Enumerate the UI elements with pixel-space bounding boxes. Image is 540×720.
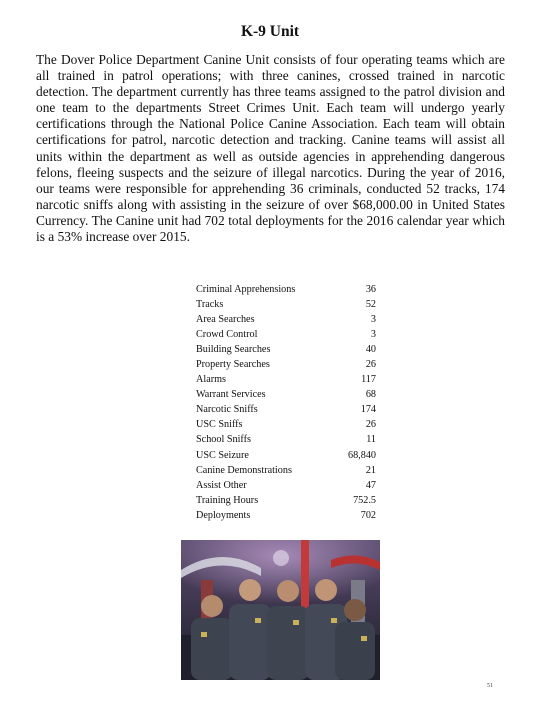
stat-row — [196, 493, 376, 508]
stat-label: Tracks — [196, 299, 224, 311]
stat-value: 36 — [365, 284, 376, 295]
stat-row — [196, 327, 376, 342]
page-number: 51 — [487, 683, 493, 689]
stat-value: 11 — [366, 434, 376, 446]
stats-table — [196, 282, 376, 523]
stat-value: 52 — [365, 299, 376, 311]
stat-value: 26 — [365, 419, 376, 431]
stat-label: Narcotic Sniffs — [196, 404, 258, 416]
team-photo — [181, 540, 380, 680]
stat-label: USC Seizure — [196, 449, 249, 461]
stat-row — [196, 387, 376, 402]
stat-row — [196, 357, 376, 372]
stat-value: 21 — [365, 464, 376, 476]
stat-value: 68,840 — [347, 449, 376, 461]
stat-value: 68 — [365, 389, 376, 401]
stat-label: Area Searches — [196, 314, 255, 326]
stat-row — [196, 372, 376, 387]
stat-value: 117 — [361, 374, 376, 386]
stat-row — [196, 282, 376, 297]
stat-row — [196, 508, 376, 523]
stat-label: Building Searches — [196, 344, 271, 356]
stat-label: Training Hours — [196, 494, 259, 506]
team-photo-illustration — [181, 540, 380, 680]
stat-row — [196, 448, 376, 463]
stat-value: 3 — [370, 314, 376, 326]
stat-row — [196, 432, 376, 447]
stat-label: Crowd Control — [196, 329, 258, 341]
stat-row — [196, 417, 376, 432]
page-title: K-9 Unit — [240, 23, 300, 40]
stat-value: 3 — [370, 329, 376, 341]
stat-value: 752.5 — [353, 494, 376, 506]
stat-label: Canine Demonstrations — [196, 464, 292, 476]
stat-value: 47 — [365, 479, 376, 491]
stat-label: School Sniffs — [196, 434, 252, 446]
stat-label: Alarms — [196, 374, 226, 386]
stat-value: 26 — [365, 359, 376, 371]
stat-value: 702 — [360, 509, 376, 521]
body-paragraph: The Dover Police Department Canine Unit consists of four operating teams which are all trained in patrol operations; with three canines, crossed trained in narcotic detection. The department currently has three teams assigned to the patrol division and one team to the departments Street Crimes Unit. Each team will undergo yearly certifications through the National Police Canine Association. Each team will obtain certifications for patrol, narcotic detection and tracking. Canine teams will assist all units within the department as well as outside agencies in apprehending dangerous felons, fleeing suspects and the seizure of illegal narcotics. During the year of 2016, our teams were responsible for apprehending 36 criminals, conducted 52 tracks, 174 narcotic sniffs along with assisting in the seizure of over $68,000.00 in United States Currency. The Canine unit had 702 total deployments for the 2016 calendar year which is a 53% increase over 2015. — [36, 52, 505, 245]
stat-label: Warrant Services — [196, 389, 266, 401]
stat-value: 40 — [365, 344, 376, 356]
stat-label: Property Searches — [196, 359, 270, 371]
stat-label: USC Sniffs — [196, 419, 243, 431]
stat-row — [196, 463, 376, 478]
stat-row — [196, 402, 376, 417]
stat-value: 174 — [360, 404, 376, 416]
stat-row — [196, 478, 376, 493]
stat-row — [196, 342, 376, 357]
stat-row — [196, 297, 376, 312]
stat-label: Deployments — [196, 509, 251, 521]
stat-label: Assist Other — [196, 479, 247, 491]
stat-label: Criminal Apprehensions — [196, 284, 296, 295]
stat-row — [196, 312, 376, 327]
